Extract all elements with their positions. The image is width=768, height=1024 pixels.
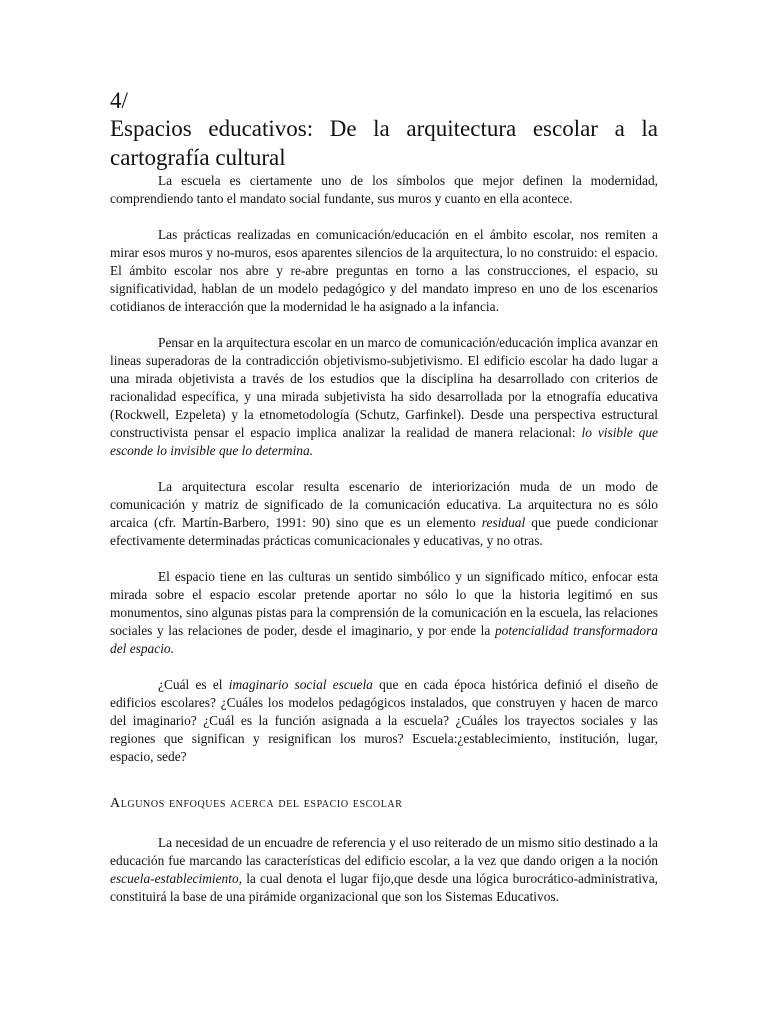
paragraph-3: [110, 334, 658, 460]
chapter-number: 4/: [110, 88, 128, 113]
paragraph-6-text-end: que en cada época histórica definió el diseño de edificios escolares? ¿Cuáles los modelos pedagógicos instalados, que construyen y hacen de marco del imaginario? ¿Cuál es la función asignada a la escuela? ¿Cuáles los trayectos sociales y las regiones que significan y resignifican los muros? Escuela:¿establecimiento, institución, lugar, espacio, sede?: [110, 677, 658, 764]
paragraph-5-emphasis: potencialidad transformadora del espacio.: [110, 623, 658, 656]
paragraph-1: La escuela es ciertamente uno de los símbolos que mejor definen la modernidad, comprendiendo tanto el mandato social fundante, sus muros y cuanto en ella acontece.: [110, 173, 658, 206]
paragraph-5-text: El espacio tiene en las culturas un sentido simbólico y un significado mítico, enfocar esta mirada sobre el espacio escolar pretende aportar no sólo lo que la historia legitimó en sus monumentos, sino algunas pistas para la comprensión de la comunicación en la escuela, las relaciones sociales y las relaciones de poder, desde el imaginario, y por ende la: [110, 569, 658, 638]
paragraph-4-text-start: La arquitectura escolar resulta escenario de interiorización muda de un modo de comunicación y matriz de significado de la comunicación educativa. La arquitectura no es sólo arcaica (cfr. Martín-Barbero, 1991: 90) sino que es un elemento: [110, 479, 658, 530]
paragraph-4-text-end: que puede condicionar efectivamente determinadas prácticas comunicacionales y educativas, y no otras.: [110, 515, 659, 548]
paragraph-4-emphasis: residual: [481, 515, 526, 530]
paragraph-7-text-end: la cual denota el lugar fijo,que desde una lógica burocrático-administrativa, constituirá la base de una pirámide organizacional que son los Sistemas Educativos.: [110, 871, 658, 904]
paragraph-7-emphasis: escuela-establecimiento,: [110, 871, 242, 886]
paragraph-6-emphasis: imaginario social escuela: [228, 677, 373, 692]
paragraph-2: Las prácticas realizadas en comunicación/educación en el ámbito escolar, nos remiten a mirar esos muros y no-muros, esos aparentes silencios de la arquitectura, lo no construido: el espacio. El ámbito escolar nos abre y re-abre preguntas en torno a las construcciones, el espacio, su significatividad, hablan de un modelo pedagógico y del mandato impreso en uno de los escenarios cotidianos de interacción que la modernidad le ha asignado a la infancia.: [110, 227, 658, 314]
document-page: [110, 88, 658, 906]
chapter-title: Espacios educativos: De la arquitectura escolar a la cartografía cultural: [110, 116, 658, 170]
section-heading: Algunos enfoques acerca del espacio escolar: [110, 796, 403, 811]
paragraph-6: [110, 676, 658, 766]
paragraph-4: [110, 478, 658, 550]
paragraph-7: [110, 834, 658, 906]
paragraph-5: [110, 568, 658, 658]
paragraph-3-text: Pensar en la arquitectura escolar en un marco de comunicación/educación implica avanzar en lineas superadoras de la contradicción objetivismo-subjetivismo. El edificio escolar ha dado lugar a una mirada objetivista a través de los estudios que la disciplina ha desarrollado con criterios de racionalidad específica, y una mirada subjetivista ha sido desarrollada por la etnografía educativa (Rockwell, Ezpeleta) y la etnometodología (Schutz, Garfinkel). Desde una perspectiva estructural constructivista pensar el espacio implica analizar la realidad de manera relacional:: [110, 335, 658, 440]
paragraph-7-text-start: La necesidad de un encuadre de referencia y el uso reiterado de un mismo sitio destinado a la educación fue marcando las características del edificio escolar, a la vez que dando origen a la noción: [110, 835, 658, 868]
paragraph-3-emphasis: lo visible que esconde lo invisible que lo determina.: [110, 425, 658, 458]
paragraph-6-text-start: ¿Cuál es el: [158, 677, 229, 692]
